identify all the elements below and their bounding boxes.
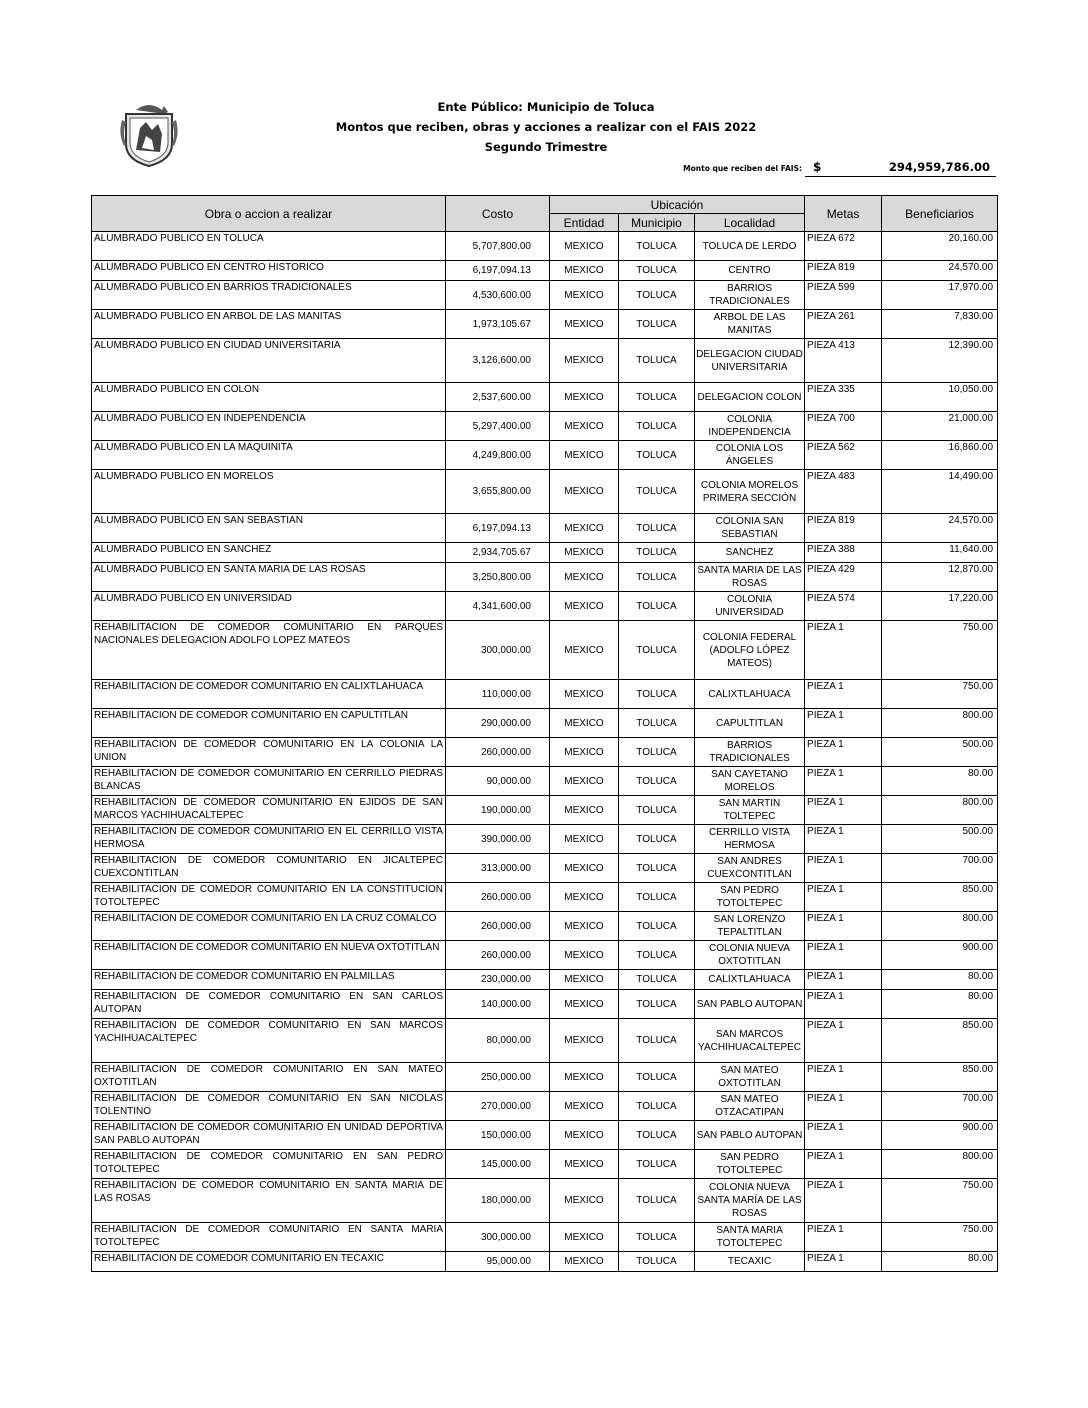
cell-localidad: SAN PABLO AUTOPAN bbox=[695, 990, 805, 1019]
cell-obra: REHABILITACION DE COMEDOR COMUNITARIO EN PALMILLAS bbox=[92, 970, 446, 990]
cell-costo: 5,297,400.00 bbox=[446, 412, 550, 441]
cell-entidad: MEXICO bbox=[550, 470, 619, 514]
cell-metas: PIEZA 1 bbox=[805, 1179, 882, 1223]
cell-costo: 390,000.00 bbox=[446, 825, 550, 854]
cell-obra: REHABILITACION DE COMEDOR COMUNITARIO EN CALIXTLAHUACA bbox=[92, 680, 446, 709]
cell-beneficiarios: 500.00 bbox=[882, 738, 998, 767]
cell-beneficiarios: 750.00 bbox=[882, 621, 998, 680]
cell-municipio: TOLUCA bbox=[619, 261, 695, 281]
cell-localidad: SAN MARCOS YACHIHUACALTEPEC bbox=[695, 1019, 805, 1063]
col-metas: Metas bbox=[805, 196, 882, 232]
cell-municipio: TOLUCA bbox=[619, 990, 695, 1019]
cell-entidad: MEXICO bbox=[550, 514, 619, 543]
monto-value: 294,959,786.00 bbox=[888, 160, 990, 174]
table-row bbox=[92, 941, 998, 970]
cell-municipio: TOLUCA bbox=[619, 825, 695, 854]
cell-obra: REHABILITACION DE COMEDOR COMUNITARIO EN NUEVA OXTOTITLAN bbox=[92, 941, 446, 970]
cell-obra: ALUMBRADO PUBLICO EN SANCHEZ bbox=[92, 543, 446, 563]
cell-entidad: MEXICO bbox=[550, 1019, 619, 1063]
cell-beneficiarios: 80.00 bbox=[882, 767, 998, 796]
table-row bbox=[92, 563, 998, 592]
cell-costo: 90,000.00 bbox=[446, 767, 550, 796]
cell-metas: PIEZA 1 bbox=[805, 767, 882, 796]
cell-localidad: SAN MARTIN TOLTEPEC bbox=[695, 796, 805, 825]
cell-municipio: TOLUCA bbox=[619, 912, 695, 941]
cell-metas: PIEZA 1 bbox=[805, 825, 882, 854]
cell-obra: REHABILITACION DE COMEDOR COMUNITARIO EN SAN PEDRO TOTOLTEPEC bbox=[92, 1150, 446, 1179]
cell-municipio: TOLUCA bbox=[619, 709, 695, 738]
cell-metas: PIEZA 1 bbox=[805, 854, 882, 883]
table-row bbox=[92, 383, 998, 412]
cell-localidad: SAN MATEO OXTOTITLAN bbox=[695, 1063, 805, 1092]
cell-costo: 3,126,600.00 bbox=[446, 339, 550, 383]
table-row bbox=[92, 990, 998, 1019]
cell-metas: PIEZA 1 bbox=[805, 1019, 882, 1063]
cell-costo: 6,197,094.13 bbox=[446, 261, 550, 281]
cell-beneficiarios: 750.00 bbox=[882, 680, 998, 709]
cell-entidad: MEXICO bbox=[550, 941, 619, 970]
cell-municipio: TOLUCA bbox=[619, 1179, 695, 1223]
cell-municipio: TOLUCA bbox=[619, 1019, 695, 1063]
cell-entidad: MEXICO bbox=[550, 709, 619, 738]
cell-entidad: MEXICO bbox=[550, 1092, 619, 1121]
cell-municipio: TOLUCA bbox=[619, 383, 695, 412]
cell-entidad: MEXICO bbox=[550, 563, 619, 592]
cell-localidad: COLONIA UNIVERSIDAD bbox=[695, 592, 805, 621]
cell-localidad: CALIXTLAHUACA bbox=[695, 680, 805, 709]
cell-localidad: SAN MATEO OTZACATIPAN bbox=[695, 1092, 805, 1121]
cell-municipio: TOLUCA bbox=[619, 738, 695, 767]
cell-entidad: MEXICO bbox=[550, 883, 619, 912]
cell-beneficiarios: 21,000.00 bbox=[882, 412, 998, 441]
cell-metas: PIEZA 261 bbox=[805, 310, 882, 339]
cell-obra: REHABILITACION DE COMEDOR COMUNITARIO EN EJIDOS DE SAN MARCOS YACHIHUACALTEPEC bbox=[92, 796, 446, 825]
cell-costo: 300,000.00 bbox=[446, 621, 550, 680]
cell-metas: PIEZA 819 bbox=[805, 261, 882, 281]
cell-costo: 260,000.00 bbox=[446, 912, 550, 941]
cell-entidad: MEXICO bbox=[550, 738, 619, 767]
cell-beneficiarios: 20,160.00 bbox=[882, 232, 998, 261]
cell-costo: 4,530,600.00 bbox=[446, 281, 550, 310]
cell-metas: PIEZA 1 bbox=[805, 1223, 882, 1252]
col-ubicacion: Ubicación bbox=[550, 196, 805, 214]
cell-entidad: MEXICO bbox=[550, 825, 619, 854]
cell-beneficiarios: 700.00 bbox=[882, 1092, 998, 1121]
cell-entidad: MEXICO bbox=[550, 1121, 619, 1150]
cell-municipio: TOLUCA bbox=[619, 1121, 695, 1150]
cell-obra: REHABILITACION DE COMEDOR COMUNITARIO EN SANTA MARIA TOTOLTEPEC bbox=[92, 1223, 446, 1252]
cell-entidad: MEXICO bbox=[550, 1179, 619, 1223]
cell-costo: 3,655,800.00 bbox=[446, 470, 550, 514]
table-row bbox=[92, 621, 998, 680]
cell-entidad: MEXICO bbox=[550, 281, 619, 310]
cell-obra: ALUMBRADO PUBLICO EN SAN SEBASTIAN bbox=[92, 514, 446, 543]
cell-localidad: SAN CAYETANO MORELOS bbox=[695, 767, 805, 796]
cell-beneficiarios: 16,860.00 bbox=[882, 441, 998, 470]
cell-obra: ALUMBRADO PUBLICO EN TOLUCA bbox=[92, 232, 446, 261]
cell-beneficiarios: 800.00 bbox=[882, 796, 998, 825]
cell-costo: 150,000.00 bbox=[446, 1121, 550, 1150]
cell-beneficiarios: 750.00 bbox=[882, 1179, 998, 1223]
cell-obra: ALUMBRADO PUBLICO EN BARRIOS TRADICIONALES bbox=[92, 281, 446, 310]
table-row bbox=[92, 514, 998, 543]
cell-obra: REHABILITACION DE COMEDOR COMUNITARIO EN SAN MARCOS YACHIHUACALTEPEC bbox=[92, 1019, 446, 1063]
table-row bbox=[92, 883, 998, 912]
cell-obra: ALUMBRADO PUBLICO EN SANTA MARIA DE LAS ROSAS bbox=[92, 563, 446, 592]
cell-beneficiarios: 750.00 bbox=[882, 1223, 998, 1252]
cell-beneficiarios: 10,050.00 bbox=[882, 383, 998, 412]
cell-obra: REHABILITACION DE COMEDOR COMUNITARIO EN LA COLONIA LA UNION bbox=[92, 738, 446, 767]
table-row bbox=[92, 339, 998, 383]
cell-obra: ALUMBRADO PUBLICO EN INDEPENDENCIA bbox=[92, 412, 446, 441]
header-period: Segundo Trimestre bbox=[484, 140, 608, 154]
cell-localidad: SAN ANDRES CUEXCONTITLAN bbox=[695, 854, 805, 883]
cell-metas: PIEZA 1 bbox=[805, 941, 882, 970]
cell-municipio: TOLUCA bbox=[619, 592, 695, 621]
cell-localidad: CENTRO bbox=[695, 261, 805, 281]
cell-costo: 95,000.00 bbox=[446, 1252, 550, 1272]
cell-entidad: MEXICO bbox=[550, 912, 619, 941]
cell-municipio: TOLUCA bbox=[619, 854, 695, 883]
col-localidad: Localidad bbox=[695, 214, 805, 232]
cell-beneficiarios: 7,830.00 bbox=[882, 310, 998, 339]
cell-costo: 2,934,705.67 bbox=[446, 543, 550, 563]
col-entidad: Entidad bbox=[550, 214, 619, 232]
cell-obra: REHABILITACION DE COMEDOR COMUNITARIO EN LA CRUZ COMALCO bbox=[92, 912, 446, 941]
table-row bbox=[92, 1063, 998, 1092]
cell-localidad: TOLUCA DE LERDO bbox=[695, 232, 805, 261]
cell-beneficiarios: 17,970.00 bbox=[882, 281, 998, 310]
cell-localidad: DELEGACION CIUDAD UNIVERSITARIA bbox=[695, 339, 805, 383]
monto-underline bbox=[805, 176, 996, 177]
cell-entidad: MEXICO bbox=[550, 261, 619, 281]
cell-beneficiarios: 14,490.00 bbox=[882, 470, 998, 514]
cell-costo: 230,000.00 bbox=[446, 970, 550, 990]
table-row bbox=[92, 261, 998, 281]
cell-beneficiarios: 800.00 bbox=[882, 709, 998, 738]
cell-municipio: TOLUCA bbox=[619, 883, 695, 912]
cell-entidad: MEXICO bbox=[550, 383, 619, 412]
table-body bbox=[92, 232, 998, 1272]
cell-beneficiarios: 80.00 bbox=[882, 970, 998, 990]
cell-costo: 270,000.00 bbox=[446, 1092, 550, 1121]
cell-costo: 313,000.00 bbox=[446, 854, 550, 883]
cell-localidad: DELEGACION COLON bbox=[695, 383, 805, 412]
cell-municipio: TOLUCA bbox=[619, 680, 695, 709]
table-row bbox=[92, 825, 998, 854]
table-row bbox=[92, 232, 998, 261]
cell-beneficiarios: 11,640.00 bbox=[882, 543, 998, 563]
cell-localidad: CALIXTLAHUACA bbox=[695, 970, 805, 990]
table-row bbox=[92, 470, 998, 514]
cell-entidad: MEXICO bbox=[550, 232, 619, 261]
cell-costo: 80,000.00 bbox=[446, 1019, 550, 1063]
cell-localidad: SAN LORENZO TEPALTITLAN bbox=[695, 912, 805, 941]
cell-municipio: TOLUCA bbox=[619, 310, 695, 339]
table-header bbox=[92, 196, 998, 232]
cell-localidad: BARRIOS TRADICIONALES bbox=[695, 738, 805, 767]
cell-localidad: COLONIA INDEPENDENCIA bbox=[695, 412, 805, 441]
cell-municipio: TOLUCA bbox=[619, 543, 695, 563]
cell-costo: 180,000.00 bbox=[446, 1179, 550, 1223]
table-row bbox=[92, 1019, 998, 1063]
cell-municipio: TOLUCA bbox=[619, 941, 695, 970]
cell-municipio: TOLUCA bbox=[619, 514, 695, 543]
cell-metas: PIEZA 1 bbox=[805, 796, 882, 825]
cell-beneficiarios: 700.00 bbox=[882, 854, 998, 883]
table-row bbox=[92, 1223, 998, 1252]
cell-costo: 6,197,094.13 bbox=[446, 514, 550, 543]
table-row bbox=[92, 796, 998, 825]
cell-metas: PIEZA 1 bbox=[805, 621, 882, 680]
cell-entidad: MEXICO bbox=[550, 796, 619, 825]
cell-localidad: BARRIOS TRADICIONALES bbox=[695, 281, 805, 310]
cell-costo: 2,537,600.00 bbox=[446, 383, 550, 412]
cell-localidad: COLONIA FEDERAL (ADOLFO LÓPEZ MATEOS) bbox=[695, 621, 805, 680]
table-row bbox=[92, 970, 998, 990]
cell-obra: REHABILITACION DE COMEDOR COMUNITARIO EN SAN NICOLAS TOLENTINO bbox=[92, 1092, 446, 1121]
cell-entidad: MEXICO bbox=[550, 1252, 619, 1272]
header-entity: Ente Público: Municipio de Toluca bbox=[437, 100, 655, 114]
cell-metas: PIEZA 1 bbox=[805, 883, 882, 912]
cell-beneficiarios: 900.00 bbox=[882, 941, 998, 970]
cell-municipio: TOLUCA bbox=[619, 621, 695, 680]
cell-metas: PIEZA 1 bbox=[805, 709, 882, 738]
cell-beneficiarios: 900.00 bbox=[882, 1121, 998, 1150]
cell-obra: ALUMBRADO PUBLICO EN LA MAQUINITA bbox=[92, 441, 446, 470]
cell-metas: PIEZA 1 bbox=[805, 738, 882, 767]
cell-beneficiarios: 850.00 bbox=[882, 1063, 998, 1092]
cell-localidad: COLONIA NUEVA OXTOTITLAN bbox=[695, 941, 805, 970]
cell-municipio: TOLUCA bbox=[619, 232, 695, 261]
cell-obra: ALUMBRADO PUBLICO EN UNIVERSIDAD bbox=[92, 592, 446, 621]
col-beneficiarios: Beneficiarios bbox=[882, 196, 998, 232]
monto-currency: $ bbox=[813, 160, 822, 174]
table-row bbox=[92, 1179, 998, 1223]
cell-localidad: ARBOL DE LAS MANITAS bbox=[695, 310, 805, 339]
cell-metas: PIEZA 429 bbox=[805, 563, 882, 592]
cell-metas: PIEZA 1 bbox=[805, 970, 882, 990]
cell-obra: REHABILITACION DE COMEDOR COMUNITARIO EN SANTA MARIA DE LAS ROSAS bbox=[92, 1179, 446, 1223]
cell-metas: PIEZA 335 bbox=[805, 383, 882, 412]
cell-municipio: TOLUCA bbox=[619, 1223, 695, 1252]
cell-localidad: SANCHEZ bbox=[695, 543, 805, 563]
cell-beneficiarios: 17,220.00 bbox=[882, 592, 998, 621]
cell-municipio: TOLUCA bbox=[619, 796, 695, 825]
cell-entidad: MEXICO bbox=[550, 1150, 619, 1179]
cell-municipio: TOLUCA bbox=[619, 281, 695, 310]
table-row bbox=[92, 281, 998, 310]
cell-costo: 5,707,800.00 bbox=[446, 232, 550, 261]
cell-beneficiarios: 12,390.00 bbox=[882, 339, 998, 383]
cell-entidad: MEXICO bbox=[550, 767, 619, 796]
cell-entidad: MEXICO bbox=[550, 990, 619, 1019]
cell-entidad: MEXICO bbox=[550, 543, 619, 563]
cell-entidad: MEXICO bbox=[550, 680, 619, 709]
cell-obra: ALUMBRADO PUBLICO EN ARBOL DE LAS MANITAS bbox=[92, 310, 446, 339]
monto-label: Monto que reciben del FAIS: bbox=[683, 164, 802, 173]
cell-localidad: SAN PEDRO TOTOLTEPEC bbox=[695, 1150, 805, 1179]
fais-table bbox=[91, 195, 998, 1272]
table-row bbox=[92, 543, 998, 563]
cell-obra: REHABILITACION DE COMEDOR COMUNITARIO EN JICALTEPEC CUEXCONTITLAN bbox=[92, 854, 446, 883]
cell-municipio: TOLUCA bbox=[619, 470, 695, 514]
cell-localidad: TECAXIC bbox=[695, 1252, 805, 1272]
cell-municipio: TOLUCA bbox=[619, 412, 695, 441]
cell-entidad: MEXICO bbox=[550, 1223, 619, 1252]
cell-localidad: CAPULTITLAN bbox=[695, 709, 805, 738]
table-row bbox=[92, 412, 998, 441]
cell-obra: ALUMBRADO PUBLICO EN MORELOS bbox=[92, 470, 446, 514]
table-row bbox=[92, 709, 998, 738]
cell-metas: PIEZA 1 bbox=[805, 990, 882, 1019]
cell-metas: PIEZA 1 bbox=[805, 1092, 882, 1121]
cell-localidad: COLONIA SAN SEBASTIAN bbox=[695, 514, 805, 543]
cell-beneficiarios: 500.00 bbox=[882, 825, 998, 854]
cell-costo: 290,000.00 bbox=[446, 709, 550, 738]
cell-obra: ALUMBRADO PUBLICO EN COLON bbox=[92, 383, 446, 412]
cell-obra: REHABILITACION DE COMEDOR COMUNITARIO EN SAN MATEO OXTOTITLAN bbox=[92, 1063, 446, 1092]
cell-beneficiarios: 850.00 bbox=[882, 1019, 998, 1063]
cell-obra: REHABILITACION DE COMEDOR COMUNITARIO EN CAPULTITLAN bbox=[92, 709, 446, 738]
table-row bbox=[92, 767, 998, 796]
cell-localidad: SAN PEDRO TOTOLTEPEC bbox=[695, 883, 805, 912]
table-row bbox=[92, 1092, 998, 1121]
cell-costo: 260,000.00 bbox=[446, 883, 550, 912]
cell-localidad: SAN PABLO AUTOPAN bbox=[695, 1121, 805, 1150]
cell-municipio: TOLUCA bbox=[619, 1150, 695, 1179]
cell-metas: PIEZA 700 bbox=[805, 412, 882, 441]
cell-costo: 140,000.00 bbox=[446, 990, 550, 1019]
cell-beneficiarios: 80.00 bbox=[882, 990, 998, 1019]
cell-metas: PIEZA 1 bbox=[805, 1252, 882, 1272]
cell-municipio: TOLUCA bbox=[619, 970, 695, 990]
cell-beneficiarios: 850.00 bbox=[882, 883, 998, 912]
table-row bbox=[92, 912, 998, 941]
cell-municipio: TOLUCA bbox=[619, 339, 695, 383]
cell-localidad: SANTA MARIA TOTOLTEPEC bbox=[695, 1223, 805, 1252]
table-row bbox=[92, 310, 998, 339]
cell-localidad: COLONIA MORELOS PRIMERA SECCIÓN bbox=[695, 470, 805, 514]
cell-beneficiarios: 800.00 bbox=[882, 912, 998, 941]
cell-entidad: MEXICO bbox=[550, 592, 619, 621]
cell-entidad: MEXICO bbox=[550, 441, 619, 470]
cell-municipio: TOLUCA bbox=[619, 563, 695, 592]
cell-metas: PIEZA 1 bbox=[805, 1150, 882, 1179]
cell-costo: 4,341,600.00 bbox=[446, 592, 550, 621]
cell-municipio: TOLUCA bbox=[619, 767, 695, 796]
cell-metas: PIEZA 1 bbox=[805, 680, 882, 709]
cell-localidad: COLONIA NUEVA SANTA MARÍA DE LAS ROSAS bbox=[695, 1179, 805, 1223]
cell-costo: 4,249,800.00 bbox=[446, 441, 550, 470]
cell-entidad: MEXICO bbox=[550, 621, 619, 680]
cell-beneficiarios: 24,570.00 bbox=[882, 514, 998, 543]
cell-metas: PIEZA 483 bbox=[805, 470, 882, 514]
col-obra: Obra o accion a realizar bbox=[92, 196, 446, 232]
table-row bbox=[92, 854, 998, 883]
cell-entidad: MEXICO bbox=[550, 339, 619, 383]
cell-localidad: SANTA MARIA DE LAS ROSAS bbox=[695, 563, 805, 592]
cell-obra: REHABILITACION DE COMEDOR COMUNITARIO EN CERRILLO PIEDRAS BLANCAS bbox=[92, 767, 446, 796]
toluca-seal-logo bbox=[118, 100, 180, 168]
table-row bbox=[92, 1150, 998, 1179]
cell-entidad: MEXICO bbox=[550, 1063, 619, 1092]
cell-costo: 300,000.00 bbox=[446, 1223, 550, 1252]
cell-costo: 3,250,800.00 bbox=[446, 563, 550, 592]
cell-entidad: MEXICO bbox=[550, 854, 619, 883]
cell-metas: PIEZA 388 bbox=[805, 543, 882, 563]
cell-obra: ALUMBRADO PUBLICO EN CENTRO HISTORICO bbox=[92, 261, 446, 281]
cell-municipio: TOLUCA bbox=[619, 1252, 695, 1272]
table-row bbox=[92, 1252, 998, 1272]
cell-metas: PIEZA 1 bbox=[805, 1121, 882, 1150]
cell-beneficiarios: 80.00 bbox=[882, 1252, 998, 1272]
cell-metas: PIEZA 599 bbox=[805, 281, 882, 310]
table-row bbox=[92, 1121, 998, 1150]
col-municipio: Municipio bbox=[619, 214, 695, 232]
cell-metas: PIEZA 672 bbox=[805, 232, 882, 261]
cell-obra: REHABILITACION DE COMEDOR COMUNITARIO EN EL CERRILLO VISTA HERMOSA bbox=[92, 825, 446, 854]
cell-entidad: MEXICO bbox=[550, 970, 619, 990]
cell-obra: REHABILITACION DE COMEDOR COMUNITARIO EN SAN CARLOS AUTOPAN bbox=[92, 990, 446, 1019]
cell-costo: 110,000.00 bbox=[446, 680, 550, 709]
cell-obra: ALUMBRADO PUBLICO EN CIUDAD UNIVERSITARIA bbox=[92, 339, 446, 383]
col-costo: Costo bbox=[446, 196, 550, 232]
cell-costo: 1,973,105.67 bbox=[446, 310, 550, 339]
cell-obra: REHABILITACION DE COMEDOR COMUNITARIO EN PARQUES NACIONALES DELEGACION ADOLFO LOPEZ MATEOS bbox=[92, 621, 446, 680]
cell-municipio: TOLUCA bbox=[619, 1063, 695, 1092]
cell-obra: REHABILITACION DE COMEDOR COMUNITARIO EN UNIDAD DEPORTIVA SAN PABLO AUTOPAN bbox=[92, 1121, 446, 1150]
cell-metas: PIEZA 1 bbox=[805, 912, 882, 941]
table-row bbox=[92, 441, 998, 470]
cell-costo: 145,000.00 bbox=[446, 1150, 550, 1179]
cell-costo: 260,000.00 bbox=[446, 941, 550, 970]
header-title: Montos que reciben, obras y acciones a realizar con el FAIS 2022 bbox=[335, 120, 757, 134]
table-row bbox=[92, 680, 998, 709]
cell-metas: PIEZA 819 bbox=[805, 514, 882, 543]
cell-metas: PIEZA 562 bbox=[805, 441, 882, 470]
cell-metas: PIEZA 574 bbox=[805, 592, 882, 621]
cell-entidad: MEXICO bbox=[550, 412, 619, 441]
cell-beneficiarios: 12,870.00 bbox=[882, 563, 998, 592]
cell-metas: PIEZA 413 bbox=[805, 339, 882, 383]
cell-localidad: COLONIA LOS ÁNGELES bbox=[695, 441, 805, 470]
table-row bbox=[92, 738, 998, 767]
cell-costo: 250,000.00 bbox=[446, 1063, 550, 1092]
cell-obra: REHABILITACION DE COMEDOR COMUNITARIO EN LA CONSTITUCION TOTOLTEPEC bbox=[92, 883, 446, 912]
cell-municipio: TOLUCA bbox=[619, 1092, 695, 1121]
cell-beneficiarios: 800.00 bbox=[882, 1150, 998, 1179]
cell-costo: 260,000.00 bbox=[446, 738, 550, 767]
cell-obra: REHABILITACION DE COMEDOR COMUNITARIO EN TECAXIC bbox=[92, 1252, 446, 1272]
cell-costo: 190,000.00 bbox=[446, 796, 550, 825]
cell-metas: PIEZA 1 bbox=[805, 1063, 882, 1092]
cell-entidad: MEXICO bbox=[550, 310, 619, 339]
cell-localidad: CERRILLO VISTA HERMOSA bbox=[695, 825, 805, 854]
table-row bbox=[92, 592, 998, 621]
cell-municipio: TOLUCA bbox=[619, 441, 695, 470]
cell-beneficiarios: 24,570.00 bbox=[882, 261, 998, 281]
